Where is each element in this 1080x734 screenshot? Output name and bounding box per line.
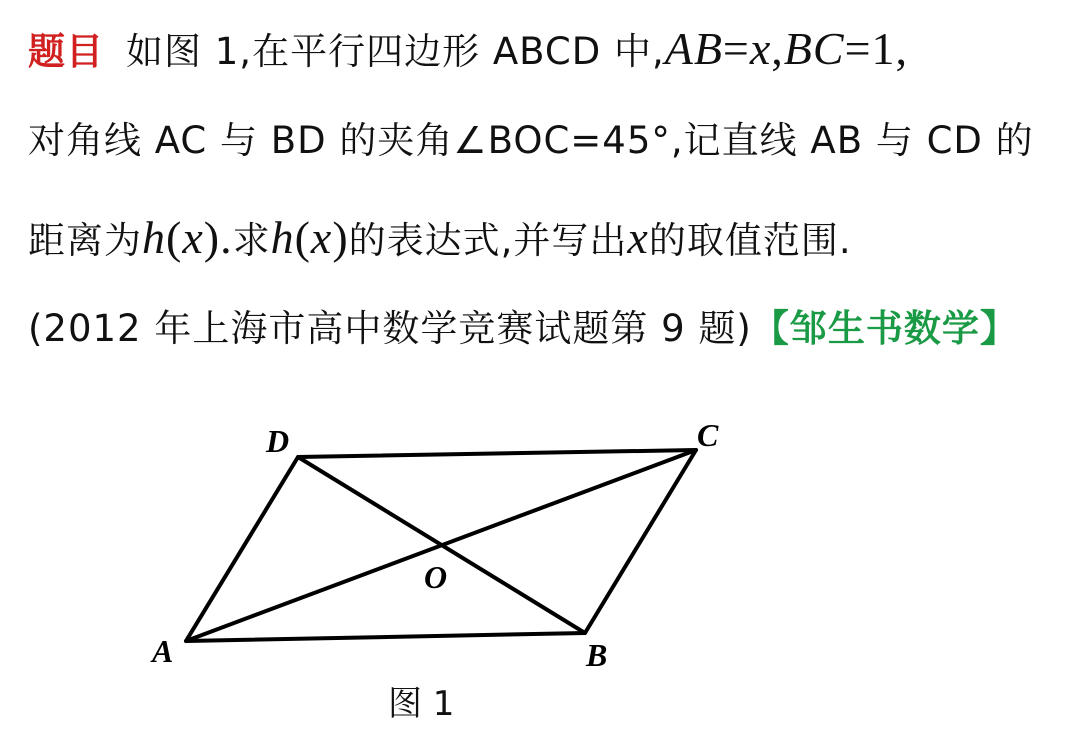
line-3-text-4: 的取值范围. bbox=[648, 219, 852, 262]
math-paren-1: ( bbox=[166, 212, 183, 263]
math-one: 1 bbox=[871, 23, 896, 74]
problem-line-1-text: 如图 1,在平行四边形 ABCD 中, bbox=[126, 30, 665, 73]
author-credit: 【邹生书数学】 bbox=[751, 307, 1018, 350]
math-paren-3: ( bbox=[294, 212, 311, 263]
problem-line-2: 对角线 AC 与 BD 的夹角∠BOC=45°,记直线 AB 与 CD 的 bbox=[28, 119, 1034, 162]
vertex-label-b: B bbox=[586, 637, 608, 673]
line-3-text-2: 求 bbox=[232, 219, 271, 262]
vertex-label-a: A bbox=[152, 633, 174, 669]
figure-caption: 图 1 bbox=[388, 684, 455, 724]
line-3-text-3: 的表达式,并写出 bbox=[348, 219, 628, 262]
math-x-3: x bbox=[627, 212, 649, 263]
math-eq-1: = bbox=[722, 23, 750, 74]
math-ab: AB bbox=[664, 23, 723, 74]
math-bc: BC bbox=[783, 23, 845, 74]
math-h-2: h bbox=[270, 212, 295, 263]
math-x-2: x bbox=[310, 212, 333, 263]
math-end-comma: , bbox=[895, 23, 909, 74]
math-x-1: x bbox=[182, 212, 204, 263]
problem-source: (2012 年上海市高中数学竞赛试题第 9 题) bbox=[28, 307, 752, 350]
line-3-text-1: 距离为 bbox=[28, 219, 142, 262]
math-paren-2: ). bbox=[203, 212, 233, 263]
diagonal-bd bbox=[298, 457, 585, 633]
math-x: x bbox=[749, 23, 772, 74]
math-eq-2: = bbox=[844, 23, 872, 74]
math-h-1: h bbox=[142, 212, 166, 263]
center-label-o: O bbox=[424, 559, 448, 595]
math-comma: , bbox=[771, 23, 784, 74]
math-paren-4: ) bbox=[332, 212, 349, 263]
vertex-label-c: C bbox=[697, 417, 719, 453]
vertex-label-d: D bbox=[266, 423, 290, 459]
problem-tag: 题目 bbox=[28, 29, 104, 73]
